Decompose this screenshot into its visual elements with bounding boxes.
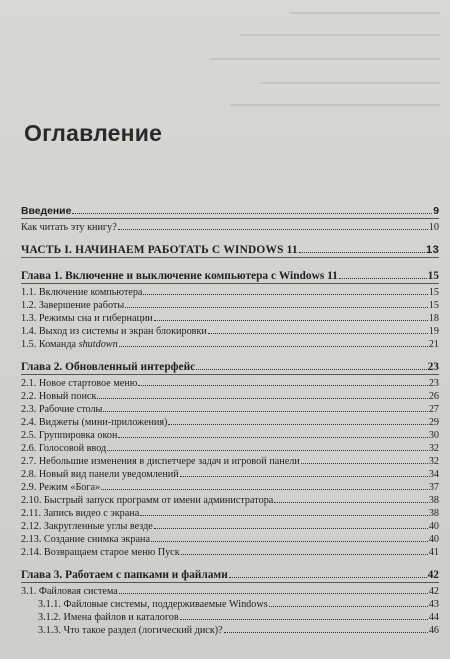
toc-heading <box>21 569 439 582</box>
toc-page-number: 15 <box>428 287 439 298</box>
toc-page-number: 32 <box>428 443 439 454</box>
toc-entry-text: 2.10. Быстрый запуск программ от имени администратора <box>21 495 274 506</box>
toc-page-number: 23 <box>428 378 439 389</box>
toc-heading <box>21 205 439 218</box>
toc-entry-text: 1.5. Команда <box>21 339 79 350</box>
toc-page-number: 37 <box>428 482 439 493</box>
dot-leader <box>224 632 428 633</box>
dot-leader <box>181 554 428 555</box>
toc-entry-text: 2.5. Группировка окон <box>21 430 118 441</box>
toc-page-number: 42 <box>427 569 439 581</box>
toc-page-number: 26 <box>428 391 439 402</box>
toc-entry <box>21 494 439 507</box>
bleed-through-line <box>290 12 440 14</box>
toc-page-number: 23 <box>427 361 439 373</box>
toc-entry-text: 2.8. Новый вид панели уведомлений <box>21 469 179 480</box>
dot-leader <box>103 411 427 412</box>
toc-entry-text: 2.3. Рабочие столы <box>21 404 103 415</box>
toc-heading <box>21 361 439 374</box>
toc-entry-text: 2.4. Виджеты (мини-приложения) <box>21 417 168 428</box>
toc-gap <box>21 351 439 361</box>
toc-gap <box>21 234 439 244</box>
toc-entry <box>21 585 439 598</box>
dot-leader <box>140 515 428 516</box>
toc-entry <box>21 481 439 494</box>
toc-page-number: 15 <box>427 270 439 282</box>
dot-leader <box>118 229 428 230</box>
toc-entry-text: 1.3. Режимы сна и гибернации <box>21 313 153 324</box>
toc-page-number: 42 <box>428 586 439 597</box>
toc-page-number: 19 <box>428 326 439 337</box>
toc-page-number: 46 <box>428 625 439 636</box>
dot-leader <box>299 252 425 253</box>
toc-entry-text: Глава 1. Включение и выключение компьютера с Windows 11 <box>21 270 338 282</box>
toc-entry-text: Введение <box>21 206 72 217</box>
toc-entry <box>21 624 439 637</box>
toc-entry <box>21 377 439 390</box>
toc-heading <box>21 270 439 283</box>
toc-entry <box>21 442 439 455</box>
toc-page-number: 13 <box>425 244 439 256</box>
toc-entry-text: 2.7. Небольшие изменения в диспетчере задач и игровой панели <box>21 456 300 467</box>
toc-entry <box>21 299 439 312</box>
toc-entry <box>21 611 439 624</box>
dot-leader <box>143 294 427 295</box>
toc-entry <box>21 546 439 559</box>
toc-entry-text: ЧАСТЬ I. НАЧИНАЕМ РАБОТАТЬ С WINDOWS 11 <box>21 244 298 256</box>
toc-entry <box>21 286 439 299</box>
bleed-through-line <box>210 58 440 60</box>
toc-page-number: 29 <box>428 417 439 428</box>
toc-entry <box>21 416 439 429</box>
dot-leader <box>339 278 427 279</box>
page-title: Оглавление <box>24 120 163 146</box>
toc-entry-text: 2.14. Возвращаем старое меню Пуск <box>21 547 180 558</box>
toc-entry-text: 1.4. Выход из системы и экран блокировки <box>21 326 207 337</box>
toc-entry <box>21 338 439 351</box>
toc-page-number: 44 <box>428 612 439 623</box>
toc-entry-text: 2.12. Закругленные углы везде <box>21 521 153 532</box>
toc-entry-text: 2.1. Новое стартовое меню <box>21 378 138 389</box>
toc-page-number: 10 <box>428 222 439 233</box>
dot-leader <box>168 424 427 425</box>
toc-entry <box>21 221 439 234</box>
dot-leader <box>101 489 428 490</box>
dot-leader <box>119 346 428 347</box>
toc-entry-text: 1.2. Завершение работы <box>21 300 125 311</box>
toc-entry-text: 2.11. Запись видео с экрана <box>21 508 140 519</box>
toc-entry-text: 2.13. Создание снимка экрана <box>21 534 150 545</box>
bleed-through-line <box>230 104 440 106</box>
toc-entry <box>21 533 439 546</box>
toc-entry <box>21 507 439 520</box>
toc-entry-text: 2.6. Голосовой ввод <box>21 443 107 454</box>
dot-leader <box>274 502 427 503</box>
dot-leader <box>154 528 428 529</box>
dot-leader <box>119 593 428 594</box>
toc-page-number: 27 <box>428 404 439 415</box>
toc-entry-text: 3.1. Файловая система <box>21 586 118 597</box>
dot-leader <box>154 320 428 321</box>
toc-entry <box>21 325 439 338</box>
toc-page-number: 40 <box>428 521 439 532</box>
toc-entry-text: 2.2. Новый поиск <box>21 391 97 402</box>
dot-leader <box>118 437 427 438</box>
dot-leader <box>301 463 428 464</box>
dot-leader <box>107 450 428 451</box>
toc-page-number: 38 <box>428 495 439 506</box>
toc-entry <box>21 455 439 468</box>
toc-entry-emphasis: shutdown <box>78 339 118 350</box>
dot-leader <box>196 369 426 370</box>
toc-entry-text: Глава 3. Работаем с папками и файлами <box>21 569 228 581</box>
toc-page-number: 41 <box>428 547 439 558</box>
toc-entry-text: 3.1.1. Файловые системы, поддерживаемые Windows <box>38 599 268 610</box>
toc-entry <box>21 403 439 416</box>
toc-entry <box>21 390 439 403</box>
toc-page-number: 21 <box>428 339 439 350</box>
dot-leader <box>138 385 427 386</box>
dot-leader <box>97 398 427 399</box>
toc-entry <box>21 468 439 481</box>
toc-page-number: 32 <box>428 456 439 467</box>
table-of-contents <box>21 205 439 637</box>
dot-leader <box>151 541 428 542</box>
toc-page-number: 38 <box>428 508 439 519</box>
toc-entry-text: Глава 2. Обновленный интерфейс <box>21 361 196 373</box>
toc-entry-text: 1.1. Включение компьютера <box>21 287 143 298</box>
dot-leader <box>229 577 427 578</box>
toc-page-number: 34 <box>428 469 439 480</box>
toc-page-number: 15 <box>428 300 439 311</box>
dot-leader <box>269 606 428 607</box>
toc-page-number: 40 <box>428 534 439 545</box>
toc-entry-text: Как читать эту книгу? <box>21 222 117 233</box>
dot-leader <box>208 333 428 334</box>
toc-entry <box>21 520 439 533</box>
toc-entry-text: 2.9. Режим «Бога» <box>21 482 101 493</box>
toc-gap <box>21 260 439 270</box>
toc-entry <box>21 598 439 611</box>
dot-leader <box>180 619 428 620</box>
toc-page-number: 30 <box>428 430 439 441</box>
toc-page-number: 9 <box>433 206 439 217</box>
toc-heading <box>21 244 439 257</box>
toc-entry <box>21 429 439 442</box>
dot-leader <box>125 307 428 308</box>
toc-gap <box>21 559 439 569</box>
dot-leader <box>180 476 428 477</box>
dot-leader <box>72 213 432 214</box>
bleed-through-line <box>240 34 440 36</box>
toc-entry-text: 3.1.3. Что такое раздел (логический диск)? <box>38 625 223 636</box>
toc-entry-text-wrap <box>21 338 118 351</box>
toc-entry-text: 3.1.2. Имена файлов и каталогов <box>38 612 179 623</box>
toc-page-number: 43 <box>428 599 439 610</box>
bleed-through-line <box>260 82 440 84</box>
toc-entry <box>21 312 439 325</box>
toc-page-number: 18 <box>428 313 439 324</box>
